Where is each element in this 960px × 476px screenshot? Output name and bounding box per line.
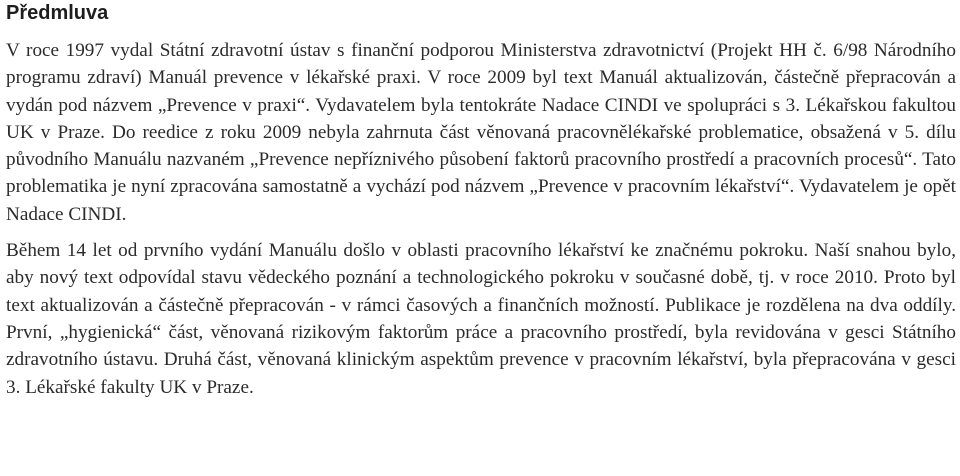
document-page xyxy=(6,0,956,401)
section-heading: Předmluva xyxy=(6,2,109,24)
paragraph-2: Během 14 let od prvního vydání Manuálu došlo v oblasti pracovního lékařství ke značnému pokroku. Naší snahou bylo, aby nový text odpovídal stavu vědeckého poznání a technologického pokroku v současné době, tj. v roce 2010. Proto byl text aktualizován a částečně přepracován - v rámci časových a finančních možností. Publikace je rozdělena na dva oddíly. První, „hygienická“ část, věnovaná rizikovým faktorům práce a pracovního prostředí, byla revidována v gesci Státního zdravotního ústavu. Druhá část, věnovaná klinickým aspektům prevence v pracovním lékařství, byla přepracována v gesci 3. Lékařské fakulty UK v Praze. xyxy=(6,240,956,398)
paragraph-1: V roce 1997 vydal Státní zdravotní ústav s finanční podporou Ministerstva zdravotnictví (Projekt HH č. 6/98 Národního programu zdraví) Manuál prevence v lékařské praxi. V roce 2009 byl text Manuál aktualizován, částečně přepracován a vydán pod názvem „Prevence v praxi“. Vydavatelem byla tentokráte Nadace CINDI ve spolupráci s 3. Lékařskou fakultou UK v Praze. Do reedice z roku 2009 nebyla zahrnuta část věnovaná pracovnělékařské problematice, obsažená v 5. dílu původního Manuálu nazvaném „Prevence nepříznivého působení faktorů pracovního prostředí a pracovních procesů“. Tato problematika je nyní zpracována samostatně a vychází pod názvem „Prevence v pracovním lékařství“. Vydavatelem je opět Nadace CINDI. xyxy=(6,40,956,225)
